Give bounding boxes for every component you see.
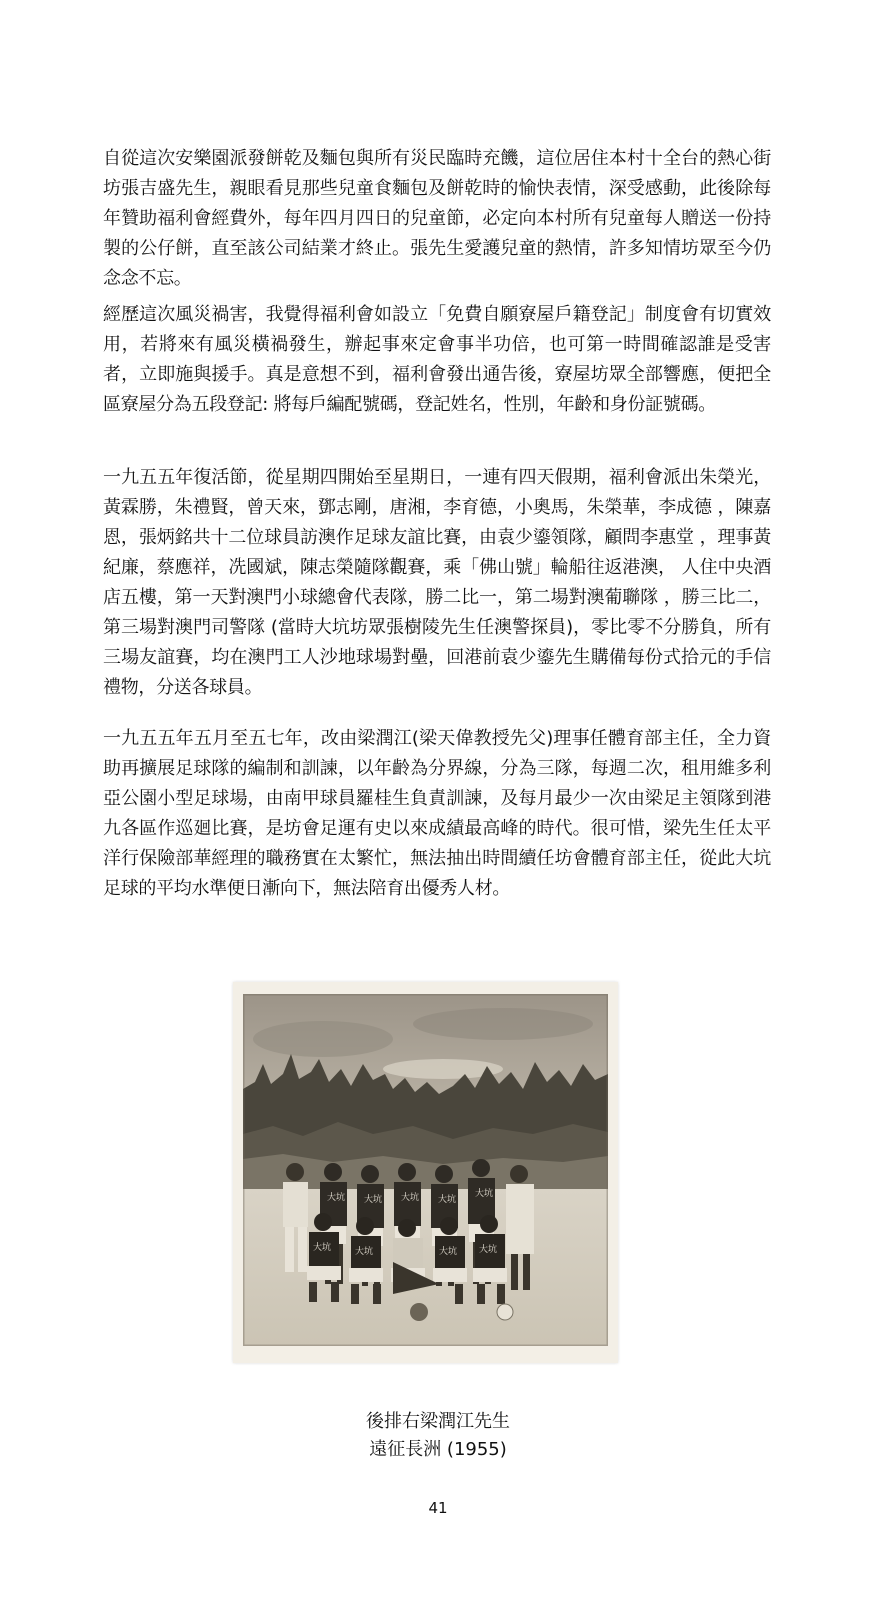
paragraph-4: 一九五五年五月至五七年，改由梁潤江(梁天偉教授先父)理事任體育部主任，全力資助再擴展足球隊的編制和訓諫，以年齡為分界線，分為三隊，每週二次，租用維多利亞公園小型足球場，由南甲球員羅桂生負責訓諫，及每月最少一次由梁足主領隊到港九各區作巡廻比賽，是坊會足運有史以來成績最高峰的時代。很可惜，梁先生任太平洋行保險部華經理的職務實在太繁忙，無法抽出時間續任坊會體育部主任，從此大坑足球的平均水準便日漸向下，無法陪育出優秀人材。 xyxy=(103,728,771,899)
football-icon xyxy=(497,1304,513,1320)
football-icon xyxy=(410,1303,428,1321)
photo-caption-line-1: 後排右梁潤江先生 xyxy=(366,1411,510,1432)
paragraph-3: 一九五五年復活節，從星期四開始至星期日，一連有四天假期，福利會派出朱榮光，黃霖勝，朱禮賢，曾天來，鄧志剛，唐湘，李育德，小奧馬，朱榮華，李成德 ，陳嘉恩，張炳銘共十二位球員訪澳作足球友誼比賽，由袁少鎏領隊，顧問李惠堂 ，理事黃紀廉，蔡應祥，冼國斌，陳志榮隨隊觀賽，乘「佛山號」輪船往返港澳， 人住中央酒店五樓，第一天對澳門小球總會代表隊，勝二比一，第二場對澳葡聯隊 ，勝三比二，第三場對澳門司警隊 (當時大坑坊眾張樹陵先生任澳警探員)，零比零不分勝負，所有三場友誼賽，均在澳門工人沙地球場對壘，回港前袁少鎏先生購備每份式拾元的手信禮物，分送各球員。 xyxy=(103,467,771,698)
paragraph-1: 自從這次安樂園派發餅乾及麵包與所有災民臨時充饑，這位居住本村十全台的熱心街坊張吉盛先生，親眼看見那些兒童食麵包及餅乾時的愉快表情，深受感動，此後除每年贊助福利會經費外，每年四月四日的兒童節，必定向本村所有兒童每人贈送一份持製的公仔餅，直至該公司結業才終止。張先生愛護兒童的熱情，許多知情坊眾至今仍念念不忘。 xyxy=(103,148,771,289)
jersey-mark: 大坑 xyxy=(475,1189,494,1199)
jersey-mark: 大坑 xyxy=(401,1193,420,1203)
paragraph-2: 經歷這次風災禍害，我覺得福利會如設立「免費自願寮屋戶籍登記」制度會有切實效用，若將來有風災橫禍發生，辦起事來定會事半功倍，也可第一時間確認誰是受害者，立即施與援手。真是意想不到，福利會發出通告後，寮屋坊眾全部響應，便把全區寮屋分為五段登記: 將每戶編配號碼，登記姓名，性別，年齡和身份証號碼。 xyxy=(103,304,771,415)
jersey-mark: 大坑 xyxy=(313,1243,332,1253)
jersey-mark: 大坑 xyxy=(439,1247,458,1257)
photo-caption-line-2: 遠征長洲 (1955) xyxy=(369,1439,507,1460)
jersey-mark: 大坑 xyxy=(364,1195,383,1205)
team-photo xyxy=(233,982,618,1363)
jersey-mark: 大坑 xyxy=(479,1245,498,1255)
jersey-mark: 大坑 xyxy=(327,1193,346,1203)
page-number: 41 xyxy=(428,1499,448,1517)
jersey-mark: 大坑 xyxy=(438,1195,457,1205)
team-photo-image xyxy=(243,994,608,1346)
jersey-mark: 大坑 xyxy=(355,1247,374,1257)
